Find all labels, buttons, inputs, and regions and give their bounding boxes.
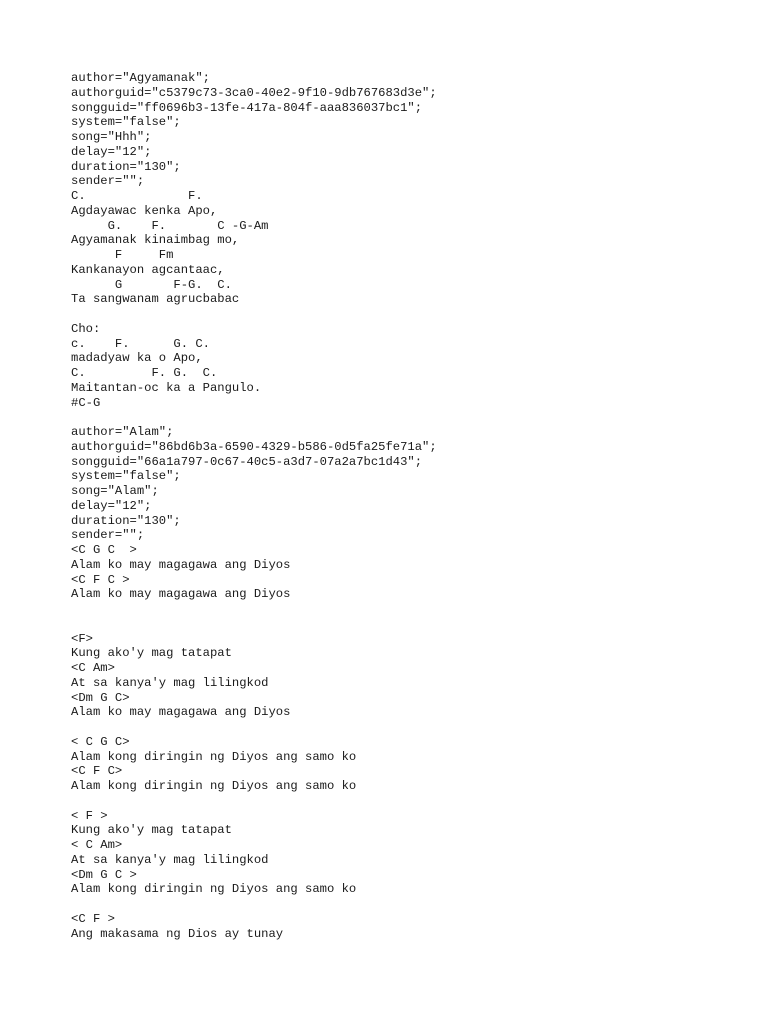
text-line: F Fm (71, 248, 174, 262)
text-line (71, 720, 751, 735)
text-line: song="Hhh"; (71, 130, 152, 144)
text-line: < C Am> (71, 838, 123, 852)
text-line: sender=""; (71, 528, 145, 543)
text-line: Maitantan-oc ka a Pangulo. (71, 380, 262, 395)
text-line: G F-G. C. (71, 277, 232, 292)
text-line: <Dm G C> (71, 690, 130, 705)
text-line: Alam ko may magagawa ang Diyos (71, 705, 291, 720)
text-line: <C F C > (71, 572, 130, 587)
text-line: Kung ako'y mag tatapat (71, 823, 232, 838)
text-line: delay="12"; (71, 144, 152, 159)
text-line: Agyamanak kinaimbag mo, (71, 233, 240, 248)
text-line: delay="12"; (71, 498, 152, 513)
text-line: <Dm G C > (71, 867, 137, 882)
text-line: < F > (71, 808, 108, 823)
text-line: C. F. G. C. (71, 366, 218, 380)
text-line: <C F C> (71, 764, 123, 779)
text-line: system="false"; (71, 469, 181, 484)
text-line: Alam kong diringin ng Diyos ang samo ko (71, 882, 357, 897)
text-line: song="Alam"; (71, 484, 159, 498)
document-page (71, 71, 751, 941)
text-line: C. F. (71, 189, 203, 203)
text-line: authorguid="86bd6b3a-6590-4329-b586-0d5fa25fe71a"; (71, 439, 437, 454)
text-line: Kung ako'y mag tatapat (71, 646, 232, 661)
text-line: Ta sangwanam agrucbabac (71, 292, 240, 307)
text-line: duration="130"; (71, 159, 181, 174)
text-line: sender=""; (71, 174, 145, 189)
text-line: <F> (71, 631, 93, 646)
text-line: system="false"; (71, 115, 181, 130)
text-line: Alam ko may magagawa ang Diyos (71, 557, 291, 572)
text-line: Kankanayon agcantaac, (71, 262, 225, 277)
text-line: Alam ko may magagawa ang Diyos (71, 587, 291, 602)
text-line: Alam kong diringin ng Diyos ang samo ko (71, 749, 357, 764)
text-line: authorguid="c5379c73-3ca0-40e2-9f10-9db767683d3e"; (71, 85, 437, 100)
text-line: At sa kanya'y mag lilingkod (71, 675, 269, 690)
text-line: Alam kong diringin ng Diyos ang samo ko (71, 779, 357, 793)
text-line: <C F > (71, 911, 115, 926)
text-line (71, 307, 751, 322)
text-line (71, 602, 751, 617)
text-line (71, 794, 751, 809)
text-line: c. F. G. C. (71, 336, 210, 351)
text-line: Agdayawac kenka Apo, (71, 203, 218, 218)
text-line: author="Agyamanak"; (71, 71, 210, 85)
text-line: At sa kanya'y mag lilingkod (71, 852, 269, 867)
text-line: < C G C> (71, 734, 130, 749)
text-line: songguid="66a1a797-0c67-40c5-a3d7-07a2a7bc1d43"; (71, 454, 423, 469)
text-line: duration="130"; (71, 513, 181, 528)
text-line: author="Alam"; (71, 425, 174, 439)
text-line (71, 410, 751, 425)
text-line: songguid="ff0696b3-13fe-417a-804f-aaa836037bc1"; (71, 100, 423, 115)
text-line: Ang makasama ng Dios ay tunay (71, 926, 284, 941)
text-line: #C-G (71, 395, 101, 410)
text-line: Cho: (71, 321, 101, 336)
text-line: G. F. C -G-Am (71, 218, 269, 233)
text-line (71, 617, 751, 632)
text-line (71, 897, 751, 912)
text-line: <C Am> (71, 661, 115, 675)
text-line: madadyaw ka o Apo, (71, 351, 203, 366)
text-line: <C G C > (71, 543, 137, 557)
